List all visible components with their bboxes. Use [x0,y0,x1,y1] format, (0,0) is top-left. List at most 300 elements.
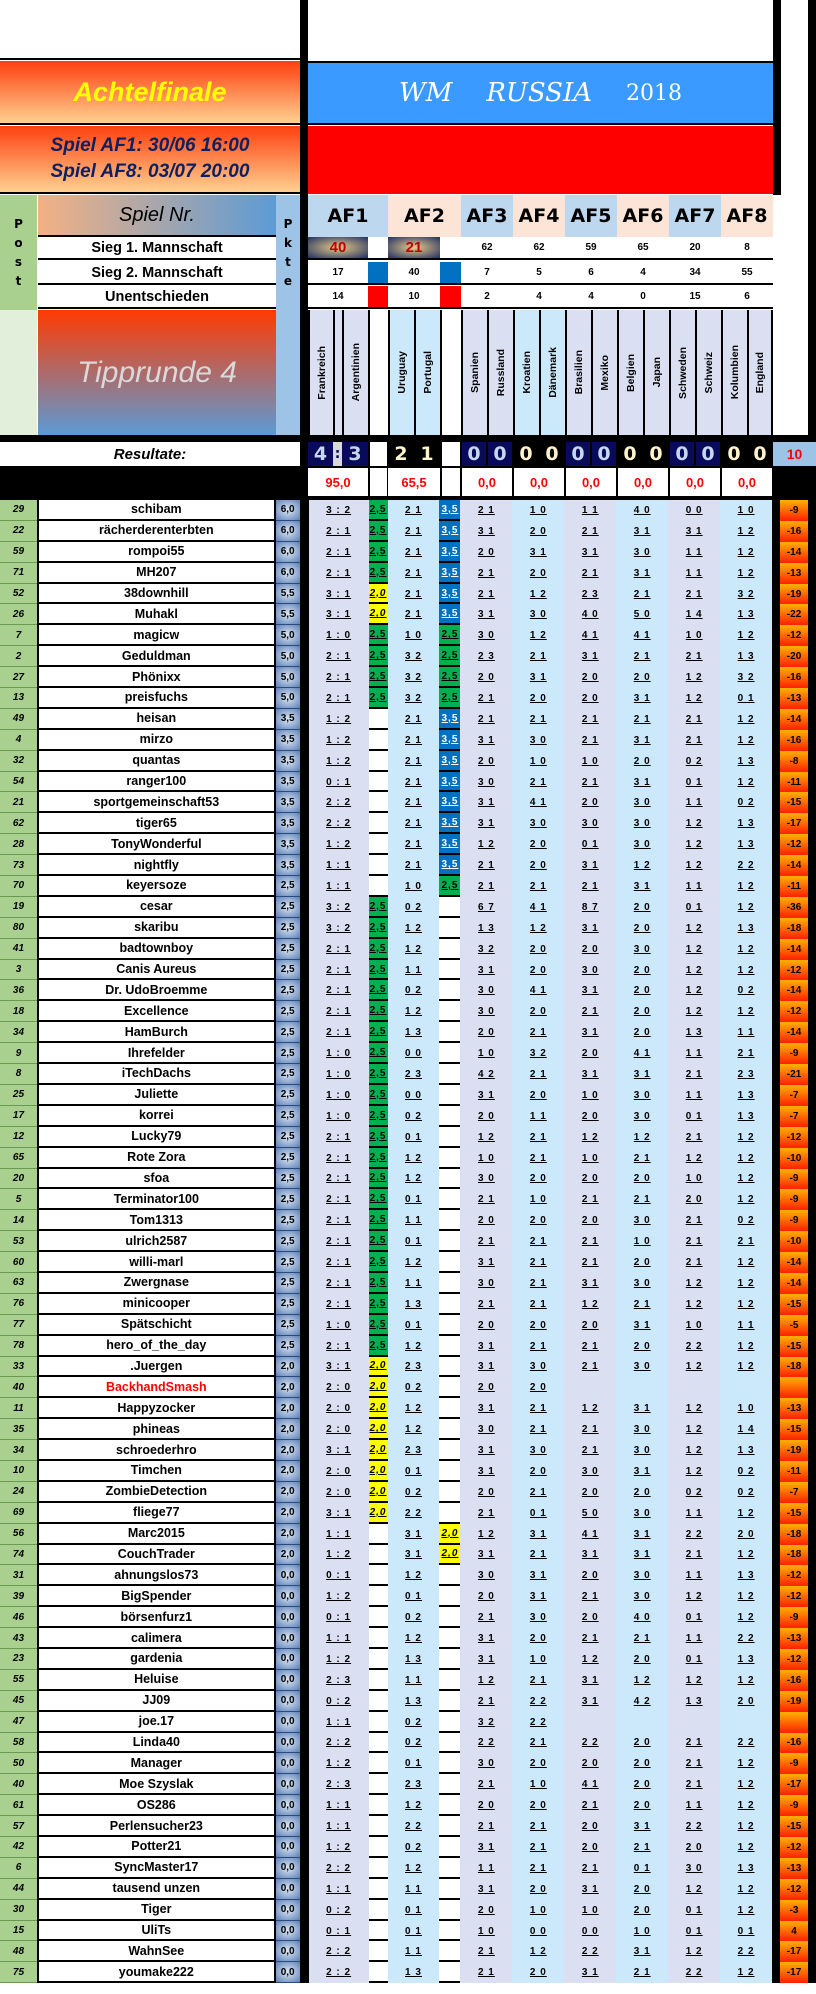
tip-af4: 2 1 [512,1545,564,1566]
tip-af3: 2 0 [460,1586,512,1607]
player-name[interactable]: 38downhill [37,584,276,605]
player-name[interactable]: MH207 [37,563,276,584]
player-name[interactable]: quantas [37,751,276,772]
player-name[interactable]: tiger65 [37,813,276,834]
tip-af8: 2 3 [720,1064,772,1085]
separator [300,521,309,542]
tip-af6: 5 0 [616,604,668,625]
table-row[interactable] [0,730,816,751]
tip-af2: 2 1 [388,604,440,625]
table-row[interactable] [0,1377,816,1398]
player-name[interactable]: Juliette [37,1085,276,1106]
tip-af6: 2 0 [616,960,668,981]
tip-af7: 1 1 [668,1503,720,1524]
player-name[interactable]: börsenfurz1 [37,1607,276,1628]
goal-difference: -7 [780,1106,808,1127]
tip-af1: 1 : 2 [309,1545,369,1566]
tip-af6 [616,1712,668,1733]
tip-af1-points: 2,5 [369,1127,388,1148]
tip-af1: 1 : 2 [309,751,369,772]
table-row[interactable] [0,792,816,813]
tip-af5: 3 1 [564,1962,616,1983]
tip-af5: 2 0 [564,1169,616,1190]
tip-af7: 1 2 [668,1670,720,1691]
table-row[interactable] [0,960,816,981]
table-row[interactable] [0,604,816,625]
player-name[interactable]: Dr. UdoBroemme [37,980,276,1001]
player-name[interactable]: Ihrefelder [37,1043,276,1064]
tip-af7: 1 2 [668,1941,720,1962]
player-name[interactable]: Canis Aureus [37,960,276,981]
player-name[interactable]: preisfuchs [37,688,276,709]
separator [300,500,309,521]
player-name[interactable]: Zwergnase [37,1273,276,1294]
player-name[interactable]: ranger100 [37,772,276,793]
separator [300,1440,309,1461]
tip-af2-points [439,1921,460,1942]
player-name[interactable]: iTechDachs [37,1064,276,1085]
separator [300,542,309,563]
goal-difference: 4 [780,1921,808,1942]
player-name[interactable]: Potter21 [37,1837,276,1858]
table-row[interactable] [0,1753,816,1774]
table-row[interactable] [0,1294,816,1315]
separator [300,1022,309,1043]
separator [808,1941,816,1962]
separator [300,1482,309,1503]
player-name[interactable]: rächerderenterbten [37,521,276,542]
table-row[interactable] [0,1189,816,1210]
player-name[interactable]: Tom1313 [37,1210,276,1231]
separator [772,646,780,667]
tip-af1: 2 : 1 [309,521,369,542]
tip-af2-points [439,1649,460,1670]
table-row[interactable] [0,751,816,772]
tip-af2-points [439,1085,460,1106]
stat-af3-sieg1: 62 [461,237,513,260]
player-points: 2,5 [276,1169,300,1190]
player-name[interactable]: youmake222 [37,1962,276,1983]
table-row[interactable] [0,1586,816,1607]
player-name[interactable]: BigSpender [37,1586,276,1607]
player-name[interactable]: badtownboy [37,939,276,960]
pkte-letter: P [283,217,293,231]
tip-af1: 2 : 2 [309,1941,369,1962]
tip-af2: 3 2 [388,646,440,667]
team-name: Argentinien [342,310,368,435]
post-number: 26 [0,604,37,625]
table-row[interactable] [0,1879,816,1900]
table-row[interactable] [0,1127,816,1148]
player-name[interactable]: heisan [37,709,276,730]
player-points: 2,0 [276,1461,300,1482]
tip-af6: 2 0 [616,1336,668,1357]
player-name[interactable]: UliTs [37,1921,276,1942]
tip-af6: 3 0 [616,813,668,834]
goal-difference: -12 [780,1837,808,1858]
tip-af6: 1 2 [616,1127,668,1148]
player-name[interactable]: rompoi55 [37,542,276,563]
table-row[interactable] [0,1022,816,1043]
tip-af8: 0 1 [720,688,772,709]
goal-difference: -16 [780,667,808,688]
player-name[interactable]: phineas [37,1419,276,1440]
player-name[interactable]: skaribu [37,918,276,939]
separator [808,980,816,1001]
table-row[interactable] [0,1252,816,1273]
table-row[interactable] [0,1649,816,1670]
player-name[interactable]: keyersoze [37,876,276,897]
player-name[interactable]: Linda40 [37,1733,276,1754]
tip-af2: 2 1 [388,709,440,730]
separator [300,1189,309,1210]
date-last: Spiel AF8: 03/07 20:00 [50,161,250,182]
separator [808,1900,816,1921]
player-name[interactable]: Tiger [37,1900,276,1921]
table-row[interactable] [0,542,816,563]
tip-af3: 3 1 [460,1837,512,1858]
table-row[interactable] [0,1962,816,1983]
table-row[interactable] [0,1816,816,1837]
player-name[interactable]: Heluise [37,1670,276,1691]
points-af1: 95,0 [308,468,368,496]
separator [772,751,780,772]
separator [300,772,309,793]
table-row[interactable] [0,625,816,646]
player-name[interactable]: Geduldman [37,646,276,667]
tip-af1-points: 2,0 [369,1482,388,1503]
table-row[interactable] [0,1169,816,1190]
post-number: 46 [0,1607,37,1628]
tip-af3: 3 0 [460,980,512,1001]
table-row[interactable] [0,688,816,709]
tip-af1: 2 : 1 [309,542,369,563]
table-row[interactable] [0,1837,816,1858]
post-number: 4 [0,730,37,751]
separator [772,1022,780,1043]
table-row[interactable] [0,667,816,688]
post-number: 15 [0,1921,37,1942]
table-row[interactable] [0,1231,816,1252]
player-name[interactable]: gardenia [37,1649,276,1670]
player-name[interactable]: mirzo [37,730,276,751]
tip-af2-points [439,1628,460,1649]
tip-af6: 3 1 [616,1941,668,1962]
table-row[interactable] [0,1419,816,1440]
player-name[interactable]: Muhakl [37,604,276,625]
team-name: Russland [487,310,513,435]
separator [772,897,780,918]
tip-af1: 2 : 0 [309,1482,369,1503]
tip-af1: 0 : 2 [309,1900,369,1921]
tip-af1-points [369,1900,388,1921]
goal-difference: -9 [780,1607,808,1628]
player-name[interactable]: sportgemeinschaft53 [37,792,276,813]
player-name[interactable]: hero_of_the_day [37,1336,276,1357]
tip-af7: 1 1 [668,542,720,563]
table-row[interactable] [0,1503,816,1524]
table-row[interactable] [0,584,816,605]
separator [772,604,780,625]
player-name[interactable]: SyncMaster17 [37,1858,276,1879]
table-row[interactable] [0,646,816,667]
tip-af3: 2 0 [460,1106,512,1127]
tip-af8: 1 2 [720,1670,772,1691]
separator [772,688,780,709]
tip-af5: 2 0 [564,1482,616,1503]
goal-difference [780,1712,808,1733]
table-row[interactable] [0,1691,816,1712]
player-name[interactable]: cesar [37,897,276,918]
player-name[interactable]: minicooper [37,1294,276,1315]
tip-af5: 1 2 [564,1294,616,1315]
separator [808,1607,816,1628]
table-row[interactable] [0,1774,816,1795]
tip-af2: 3 1 [388,1545,440,1566]
tip-af6: 3 0 [616,1357,668,1378]
player-name[interactable]: Lucky79 [37,1127,276,1148]
tip-af3: 3 0 [460,1273,512,1294]
tip-af6: 2 0 [616,1001,668,1022]
table-row[interactable] [0,1085,816,1106]
tip-af1: 1 : 2 [309,1649,369,1670]
table-row[interactable] [0,939,816,960]
tip-af2-points [439,1231,460,1252]
goal-difference: -9 [780,500,808,521]
player-name[interactable]: willi-marl [37,1252,276,1273]
table-row[interactable] [0,1043,816,1064]
table-row[interactable] [0,1398,816,1419]
separator [808,1837,816,1858]
tip-af5: 2 0 [564,1106,616,1127]
player-name[interactable]: schibam [37,500,276,521]
tip-af4: 2 1 [512,1022,564,1043]
player-name[interactable]: magicw [37,625,276,646]
table-row[interactable] [0,980,816,1001]
player-name[interactable]: BackhandSmash [37,1377,276,1398]
tip-af2-points: 3,5 [439,709,460,730]
tip-af2: 2 1 [388,855,440,876]
player-points: 2,0 [276,1524,300,1545]
tip-af8: 1 3 [720,834,772,855]
tip-af3: 3 1 [460,521,512,542]
player-name[interactable]: schroederhro [37,1440,276,1461]
player-name[interactable]: Excellence [37,1001,276,1022]
tip-af8: 1 2 [720,1774,772,1795]
tip-af1-points: 2,5 [369,1106,388,1127]
post-number: 17 [0,1106,37,1127]
col-header-af7: AF7 [669,195,721,237]
goal-difference: -12 [780,834,808,855]
table-row[interactable] [0,1607,816,1628]
player-name[interactable]: Spätschicht [37,1315,276,1336]
separator [808,1106,816,1127]
player-name[interactable]: calimera [37,1628,276,1649]
table-row[interactable] [0,1315,816,1336]
table-row[interactable] [0,1461,816,1482]
tip-af8: 1 3 [720,1106,772,1127]
table-row[interactable] [0,813,816,834]
tip-af7: 0 1 [668,1607,720,1628]
table-row[interactable] [0,1357,816,1378]
player-name[interactable]: Perlensucher23 [37,1816,276,1837]
player-name[interactable]: Marc2015 [37,1524,276,1545]
tip-af4: 2 0 [512,1461,564,1482]
post-number: 49 [0,709,37,730]
table-row[interactable] [0,1106,816,1127]
player-name[interactable]: Phönixx [37,667,276,688]
table-row[interactable] [0,1482,816,1503]
player-name[interactable]: .Juergen [37,1357,276,1378]
label-unentschieden: Unentschieden [38,286,276,309]
post-letter: s [14,255,23,269]
table-row[interactable] [0,1001,816,1022]
table-row[interactable] [0,1795,816,1816]
tip-af1: 1 : 1 [309,855,369,876]
table-row[interactable] [0,1628,816,1649]
table-row[interactable] [0,709,816,730]
separator [300,563,309,584]
player-name[interactable]: Terminator100 [37,1189,276,1210]
player-name[interactable]: ulrich2587 [37,1231,276,1252]
player-name[interactable]: ahnungslos73 [37,1565,276,1586]
player-name[interactable]: nightfly [37,855,276,876]
tip-af8: 1 2 [720,939,772,960]
player-name[interactable]: ZombieDetection [37,1482,276,1503]
player-name[interactable]: tausend unzen [37,1879,276,1900]
player-name[interactable]: sfoa [37,1169,276,1190]
separator [300,1712,309,1733]
banner-wm: WM [398,78,453,108]
table-row[interactable] [0,918,816,939]
table-row[interactable] [0,1273,816,1294]
tip-af8: 1 2 [720,1607,772,1628]
tip-af1: 2 : 1 [309,1189,369,1210]
player-name[interactable]: Happyzocker [37,1398,276,1419]
player-name[interactable]: joe.17 [37,1712,276,1733]
player-name[interactable]: Timchen [37,1461,276,1482]
tip-af7: 2 1 [668,1231,720,1252]
table-row[interactable] [0,897,816,918]
player-name[interactable]: Rote Zora [37,1148,276,1169]
player-name[interactable]: TonyWonderful [37,834,276,855]
tip-af1-points: 2,5 [369,1315,388,1336]
goal-difference: -14 [780,542,808,563]
post-number: 21 [0,792,37,813]
goal-difference: -19 [780,1440,808,1461]
separator [808,1753,816,1774]
tip-af3: 3 0 [460,772,512,793]
table-row[interactable] [0,1921,816,1942]
tip-af7: 2 1 [668,1733,720,1754]
tip-af2-points: 3,5 [439,521,460,542]
post-number: 2 [0,646,37,667]
player-name[interactable]: fliege77 [37,1503,276,1524]
player-points: 3,5 [276,792,300,813]
player-name[interactable]: CouchTrader [37,1545,276,1566]
tip-af6: 2 1 [616,1148,668,1169]
player-name[interactable]: JJ09 [37,1691,276,1712]
tip-af6: 2 1 [616,1294,668,1315]
table-row[interactable] [0,1565,816,1586]
table-row[interactable] [0,563,816,584]
tip-af7: 2 2 [668,1962,720,1983]
player-points: 0,0 [276,1670,300,1691]
tip-af8: 0 1 [720,1921,772,1942]
table-row[interactable] [0,1524,816,1545]
player-points: 5,0 [276,688,300,709]
separator [772,1419,780,1440]
player-name[interactable]: OS286 [37,1795,276,1816]
tip-af2-points [439,1837,460,1858]
tip-af8: 1 3 [720,1440,772,1461]
table-row[interactable] [0,521,816,542]
table-row[interactable] [0,1148,816,1169]
tip-af1: 2 : 2 [309,813,369,834]
tip-af4: 1 0 [512,1900,564,1921]
tip-af1: 1 : 1 [309,1628,369,1649]
tip-af6: 2 1 [616,1962,668,1983]
pkte-letter: e [283,274,293,288]
tip-af5: 3 1 [564,542,616,563]
tip-af1: 2 : 1 [309,960,369,981]
tip-af7: 1 1 [668,563,720,584]
separator [772,1795,780,1816]
separator [808,897,816,918]
table-row[interactable] [0,1900,816,1921]
table-row[interactable] [0,1670,816,1691]
tip-af3: 2 1 [460,1503,512,1524]
post-number: 19 [0,897,37,918]
table-row[interactable] [0,1941,816,1962]
player-name[interactable]: Manager [37,1753,276,1774]
tip-af2-points [439,960,460,981]
table-row[interactable] [0,500,816,521]
player-name[interactable]: HamBurch [37,1022,276,1043]
tipp-count-badge: 10 [773,442,816,466]
tip-af8: 3 2 [720,584,772,605]
table-row[interactable] [0,1336,816,1357]
player-points: 6,0 [276,563,300,584]
separator [772,1315,780,1336]
tip-af5: 4 1 [564,1774,616,1795]
table-row[interactable] [0,1440,816,1461]
table-row[interactable] [0,1712,816,1733]
post-number: 43 [0,1628,37,1649]
player-name[interactable]: Moe Szyslak [37,1774,276,1795]
stat-spacer [368,237,388,260]
table-row[interactable] [0,772,816,793]
post-number: 50 [0,1753,37,1774]
table-row[interactable] [0,1210,816,1231]
table-row[interactable] [0,1545,816,1566]
player-name[interactable]: WahnSee [37,1941,276,1962]
tip-af7: 1 2 [668,918,720,939]
tip-af5: 2 1 [564,1336,616,1357]
stat-marker-blue [440,262,461,285]
table-row[interactable] [0,834,816,855]
table-row[interactable] [0,876,816,897]
table-row[interactable] [0,1064,816,1085]
separator [808,1336,816,1357]
table-row[interactable] [0,1858,816,1879]
table-row[interactable] [0,855,816,876]
player-name[interactable]: korrei [37,1106,276,1127]
stat-af8-unent: 6 [721,286,773,309]
tip-af3: 2 1 [460,855,512,876]
table-row[interactable] [0,1733,816,1754]
separator [808,688,816,709]
